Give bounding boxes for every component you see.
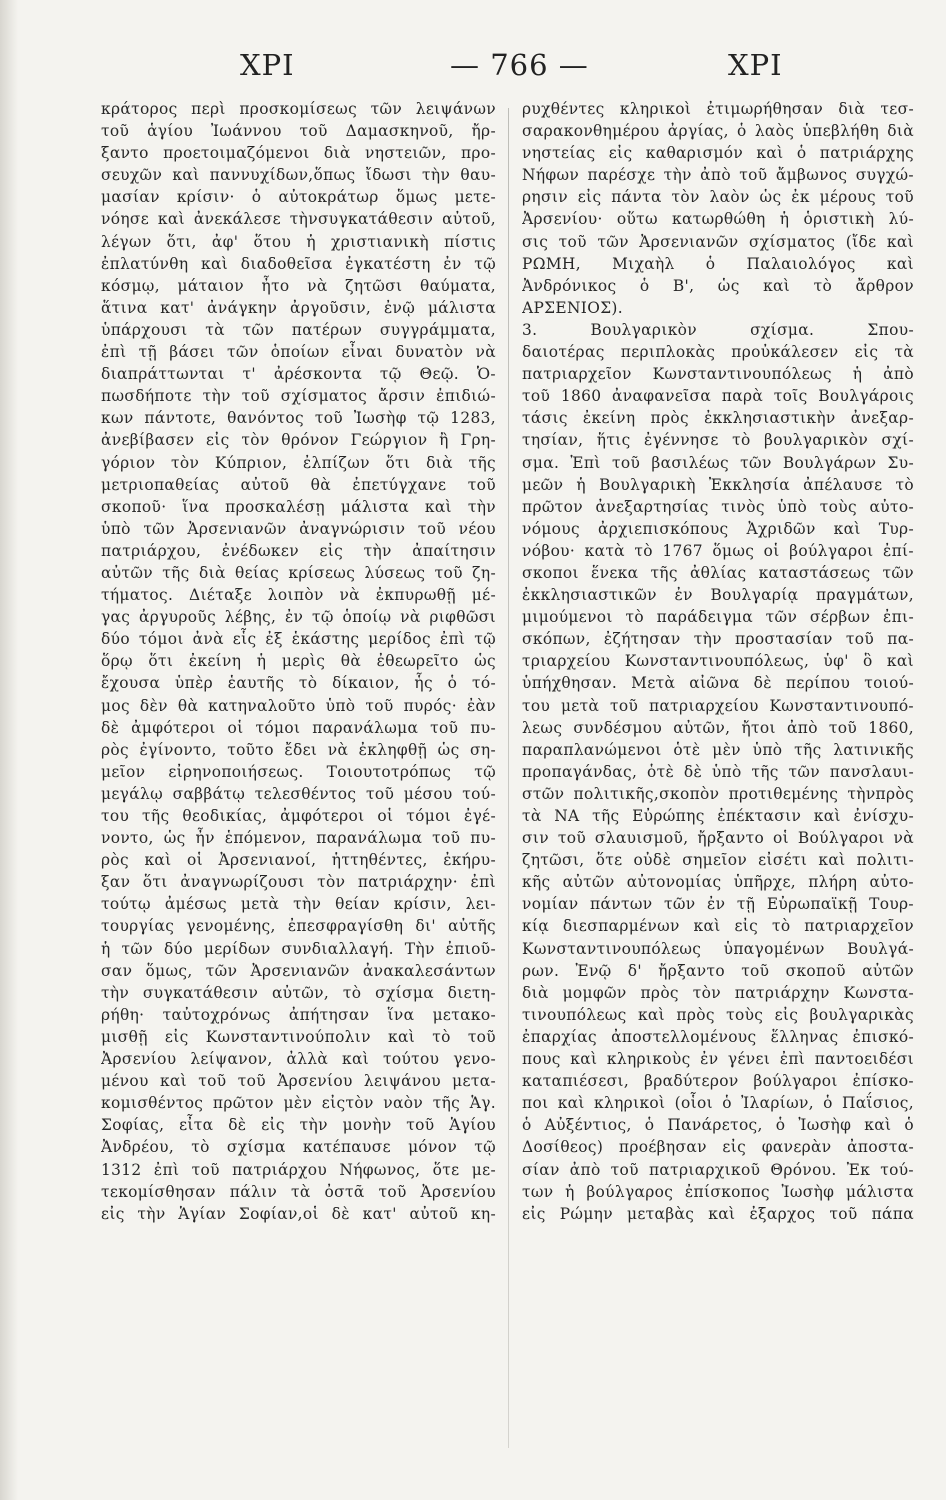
text-line: σαρακονθημέρου ἀργίας, ὁ λαὸς ὑπεβλήθη διὰ bbox=[522, 122, 914, 141]
text-line: του τῆς θεοδικίας, ἀμφότεροι οἱ τόμοι ἐγέ- bbox=[101, 807, 496, 825]
text-line: τησίαν, ἥτις ἐγέννησε τὸ βουλγαρικὸν σχί- bbox=[522, 431, 914, 450]
text-line: δύο τόμοι ἀνὰ εἷς ἐξ ἑκάστης μερίδος ἐπὶ τῷ bbox=[101, 630, 496, 649]
text-line: ποι καὶ κληρικοὶ (οἷοι ὁ Ἰλαρίων, ὁ Παΐσιος, bbox=[522, 1094, 914, 1113]
text-line: Δοσίθεος) προέβησαν εἰς φανερὰν ἀποστα- bbox=[522, 1138, 914, 1157]
text-line: ΑΡΣΕΝΙΟΣ). bbox=[522, 298, 624, 317]
text-line: νοντο, ὡς ἦν ἑπόμενον, παρανάλωμα τοῦ πυ- bbox=[101, 829, 496, 848]
text-line: νόμους ἀρχιεπισκόπους Ἀχριδῶν καὶ Τυρ- bbox=[522, 519, 914, 538]
text-line: ἐκκλησιαστικῶν ἐν Βουλγαρίᾳ πραγμάτων, bbox=[522, 586, 914, 605]
text-line: νηστείας εἰς καθαρισμόν καὶ ὁ πατριάρχης bbox=[522, 144, 914, 163]
text-line: προπαγάνδας, ὁτὲ δὲ ὑπὸ τῆς τῶν πανσλαυι- bbox=[522, 762, 914, 781]
text-line: τοῦ 1860 ἀναφανεῖσα παρὰ τοῖς Βουλγάροις bbox=[522, 387, 914, 406]
text-line: μος δὲν θὰ κατηναλοῦτο ὑπὸ τοῦ πυρός· ἐὰν bbox=[101, 696, 496, 715]
text-line: σκοποῦ· ἵνα προσκαλέσῃ μάλιστα καὶ τὴν bbox=[101, 497, 496, 516]
text-line: Ἀνδρέου, τὸ σχίσμα κατέπαυσε μόνον τῷ bbox=[101, 1138, 496, 1157]
text-line: τεκομίσθησαν πάλιν τὰ ὀστᾶ τοῦ Ἀρσενίου bbox=[101, 1182, 496, 1201]
column-divider bbox=[508, 108, 509, 1448]
text-line: τὴν συγκατάθεσιν αὐτῶν, τὸ σχίσμα διετη- bbox=[101, 983, 496, 1002]
text-line: ρήθη· ταὐτοχρόνως ἀπήτησαν ἵνα μετακο- bbox=[101, 1005, 496, 1024]
text-line: μιμούμενοι τὸ παράδειγμα τῶν σέρβων ἐπι- bbox=[522, 608, 914, 627]
text-line: ἐπὶ τῇ βάσει τῶν ὁποίων εἶναι δυνατὸν νὰ bbox=[101, 343, 496, 362]
text-line: 1312 ἐπὶ τοῦ πατριάρχου Νήφωνος, ὅτε με- bbox=[101, 1160, 496, 1179]
text-line: των ἡ βούλγαρος ἐπίσκοπος Ἰωσὴφ μάλιστα bbox=[522, 1182, 914, 1201]
text-line: Νήφων παρέσχε τὴν ἀπὸ τοῦ ἄμβωνος συγχώ- bbox=[522, 166, 914, 185]
text-line: ξαντο προετοιμαζόμενοι διὰ νηστειῶν, προ- bbox=[101, 144, 496, 163]
text-line: μισθῇ εἰς Κωνσταντινούπολιν καὶ τὸ τοῦ bbox=[101, 1027, 496, 1046]
text-line: ὑπὸ τῶν Ἀρσενιανῶν ἀναγνώρισιν τοῦ νέου bbox=[101, 519, 496, 538]
header-right-guideword: ΧΡΙ bbox=[728, 48, 783, 82]
text-line: γας ἀργυροῦς λέβης, ἐν τῷ ὁποίῳ νὰ ριφθῶσι bbox=[101, 608, 496, 627]
text-line: ρὸς ἐγίνοντο, τοῦτο ἔδει νὰ ἐκληφθῇ ὡς ση- bbox=[101, 740, 496, 759]
text-line: κῆς αὐτῶν αὐτονομίας ὑπῆρχε, πλήρη αὐτο- bbox=[522, 873, 914, 892]
text-line: εἰς Ρώμην μεταβὰς καὶ ἐξαρχος τοῦ πάπα bbox=[522, 1204, 914, 1223]
text-line: ἅτινα κατ' ἀνάγκην ἀργοῦσιν, ἐνῷ μάλιστα bbox=[101, 298, 496, 317]
text-line: πατριαρχεῖον Κωνσταντινουπόλεως ἡ ἀπὸ bbox=[522, 365, 914, 384]
text-line: σκόπων, ἐζήτησαν τὴν προστασίαν τοῦ πα- bbox=[522, 630, 914, 649]
text-line: τουργίας γενομένης, ἐπεσφραγίσθη δι' αὐτῆς bbox=[101, 917, 496, 936]
text-line: μετριοπαθείας αὐτοῦ θὰ ἐπετύγχανε τοῦ bbox=[101, 475, 496, 494]
text-line: σμα. Ἐπὶ τοῦ βασιλέως τῶν Βουλγάρων Συ- bbox=[522, 453, 914, 472]
header-left-guideword: ΧΡΙ bbox=[240, 48, 295, 82]
text-line: μεγάλῳ σαββάτῳ τελεσθέντος τοῦ μέσου τού- bbox=[101, 784, 496, 803]
text-line: ἐπλατύνθη καὶ διαδοθεῖσα ἐγκατέστη ἐν τῷ bbox=[101, 254, 496, 273]
text-line: τήματος. Διέταξε λοιπὸν νὰ ἐκπυρωθῇ μέ- bbox=[101, 586, 496, 605]
text-line: Κωνσταντινουπόλεως ὑπαγομένων Βουλγά- bbox=[522, 939, 914, 958]
text-line: πρῶτον ἀνεξαρτησίας τινὸς ὑπὸ τοὺς αὐτο- bbox=[522, 497, 914, 516]
text-line: διαπράττωνται τ' ἀρέσκοντα τῷ Θεῷ. Ὁ- bbox=[101, 365, 496, 384]
text-line: μεῶν ἡ Βουλγαρικὴ Ἐκκλησία ἀπέλαυσε τὸ bbox=[522, 475, 914, 494]
text-line: μένου καὶ τοῦ τοῦ Ἀρσενίου λειψάνου μετα- bbox=[101, 1072, 496, 1091]
text-line: στῶν πολιτικῆς,σκοπὸν προτιθεμένης τὴνπρὸς bbox=[522, 784, 914, 803]
text-line: σις τοῦ τῶν Ἀρσενιανῶν σχίσματος (ἴδε καὶ bbox=[522, 232, 914, 251]
text-line: δὲ ἀμφότεροι οἱ τόμοι παρανάλωμα τοῦ πυ- bbox=[101, 718, 496, 737]
text-line: πους καὶ κληρικοὺς ἐν γένει ἐπὶ παντοειδέσι bbox=[522, 1050, 914, 1069]
text-line: ρὸς καὶ οἱ Ἀρσενιανοί, ἡττηθέντες, ἐκήρυ- bbox=[101, 851, 496, 870]
text-line: ἐπαρχίας ἀποστελλομένους ἕλληνας ἐπισκό- bbox=[522, 1027, 914, 1046]
text-line: νόβου· κατὰ τὸ 1767 ὅμως οἱ βούλγαροι ἐπί- bbox=[522, 541, 914, 560]
text-line: σιν τοῦ σλαυισμοῦ, ἤρξαντο οἱ Βούλγαροι νὰ bbox=[522, 829, 914, 848]
text-line: αὐτῶν τῆς διὰ θείας κρίσεως λύσεως τοῦ ζη- bbox=[101, 563, 496, 582]
text-line: διὰ μομφῶν πρὸς τὸν πατριάρχην Κωνστα- bbox=[522, 983, 914, 1002]
text-line: κόσμῳ, μάταιον ἦτο νὰ ζητῶσι θαύματα, bbox=[101, 276, 496, 295]
text-line: τούτῳ ἀμέσως μετὰ τὴν θείαν κρίσιν, λει- bbox=[101, 895, 496, 914]
text-line: κίᾳ διεσπαρμένων καὶ εἰς τὸ πατριαρχεῖον bbox=[522, 917, 914, 936]
text-line: ὅρῳ ὅτι ἐκείνη ἡ μερὶς θὰ ἐθεωρεῖτο ὡς bbox=[101, 652, 496, 671]
text-line: ἡ τῶν δύο μερίδων συνδιαλλαγή. Τὴν ἐπιοῦ- bbox=[101, 939, 496, 958]
text-line: ὑπάρχουσι τὰ τῶν πατέρων συγγράμματα, bbox=[101, 320, 496, 339]
text-line: τάσις ἐκείνη πρὸς ἐκκλησιαστικὴν ἀνεξαρ- bbox=[522, 409, 914, 428]
text-line: Ἀρσενίου λείψανον, ἀλλὰ καὶ τούτου γενο- bbox=[101, 1050, 496, 1069]
page-number: — 766 — bbox=[450, 48, 589, 82]
text-line: ὁ Αὐξέντιος, ὁ Πανάρετος, ὁ Ἰωσὴφ καὶ ὁ bbox=[522, 1116, 914, 1135]
text-line: τινουπόλεως καὶ πρὸς τοὺς εἰς βουλγαρικὰς bbox=[522, 1005, 914, 1024]
text-line: μασίαν κρίσιν· ὁ αὐτοκράτωρ ὅμως μετε- bbox=[101, 188, 496, 207]
text-line: σευχῶν καὶ παννυχίδων,ὅπως ἴδωσι τὴν θαυ- bbox=[101, 166, 496, 185]
text-line: κομισθέντος πρῶτον μὲν εἰςτὸν ναὸν τῆς Ἁγ. bbox=[101, 1094, 496, 1113]
text-line: 3. Βουλγαρικὸν σχίσμα. Σπου- bbox=[522, 320, 914, 339]
text-line: κων πάντοτε, θανόντος τοῦ Ἰωσὴφ τῷ 1283, bbox=[101, 409, 496, 428]
text-line: ζητῶσι, ὅτε οὐδὲ σημεῖον εἰσέτι καὶ πολιτι- bbox=[522, 851, 914, 870]
text-line: ΡΩΜΗ, Μιχαὴλ ὁ Παλαιολόγος καὶ bbox=[522, 254, 914, 273]
right-text-column bbox=[522, 98, 914, 1225]
text-line: γόριον τὸν Κύπριον, ἐλπίζων ὅτι διὰ τῆς bbox=[101, 453, 496, 472]
text-line: εἰς τὴν Ἁγίαν Σοφίαν,οἱ δὲ κατ' αὐτοῦ κη- bbox=[101, 1204, 496, 1223]
text-line: ξαν ὅτι ἀναγνωρίζουσι τὸν πατριάρχην· ἐπὶ bbox=[101, 873, 496, 892]
text-line: ὑπήχθησαν. Μετὰ αἰῶνα δὲ περίπου τοιού- bbox=[522, 674, 914, 693]
page-edge-shadow bbox=[0, 0, 18, 1500]
text-line: του μετὰ τοῦ πατριαρχείου Κωνσταντινουπό- bbox=[522, 696, 914, 715]
text-line: τὰ ΝΑ τῆς Εὐρώπης ἐπέκτασιν καὶ ἐνίσχυ- bbox=[522, 807, 914, 825]
text-line: ἀνεβίβασεν εἰς τὸν θρόνον Γεώργιον ἢ Γρη- bbox=[101, 431, 496, 450]
text-line: πωσδήποτε τὴν τοῦ σχίσματος ἄρσιν ἐπιδιώ- bbox=[101, 387, 496, 406]
left-text-column bbox=[101, 98, 496, 1225]
text-line: ἔχουσα ὑπὲρ ἑαυτῆς τὸ δίκαιον, ἧς ὁ τό- bbox=[101, 674, 496, 693]
text-line: τριαρχείου Κωνσταντινουπόλεως, ὑφ' ὃ καὶ bbox=[522, 652, 914, 671]
text-line: ρησιν εἰς πάντα τὸν λαὸν ὡς ἐκ μέρους τοῦ bbox=[522, 188, 914, 207]
text-line: νόησε καὶ ἀνεκάλεσε τὴνσυγκατάθεσιν αὐτοῦ, bbox=[101, 210, 496, 229]
text-line: λέγων ὅτι, ἀφ' ὅτου ἡ χριστιανικὴ πίστις bbox=[101, 232, 496, 251]
text-line: σίαν ἀπὸ τοῦ πατριαρχικοῦ Θρόνου. Ἐκ τού- bbox=[522, 1160, 914, 1179]
text-line: νομίαν πάντων τῶν ἐν τῇ Εὐρωπαϊκῇ Τουρ- bbox=[522, 895, 914, 914]
text-line: Ἀρσενίου· οὕτω κατωρθώθη ἡ ὁριστικὴ λύ- bbox=[522, 210, 914, 229]
text-line: καταπιέσεσι, βραδύτερον βούλγαροι ἐπίσκο- bbox=[522, 1072, 914, 1091]
text-line: σκοποι ἕνεκα τῆς ἀθλίας καταστάσεως τῶν bbox=[522, 563, 914, 582]
text-line: παραπλανώμενοι ὁτὲ μὲν ὑπὸ τῆς λατινικῆς bbox=[522, 740, 914, 759]
text-line: τοῦ ἁγίου Ἰωάννου τοῦ Δαμασκηνοῦ, ἤρ- bbox=[101, 122, 496, 141]
text-line: Σοφίας, εἶτα δὲ εἰς τὴν μονὴν τοῦ Ἁγίου bbox=[101, 1116, 496, 1135]
text-line: σαν ὅμως, τῶν Ἀρσενιανῶν ἀνακαλεσάντων bbox=[101, 961, 496, 980]
text-line: κράτορος περὶ προσκομίσεως τῶν λειψάνων bbox=[101, 100, 496, 118]
running-header bbox=[0, 48, 946, 88]
text-line: δαιοτέρας περιπλοκὰς προὐκάλεσεν εἰς τὰ bbox=[522, 343, 914, 362]
text-line: λεως συνδέσμου αὐτῶν, ἤτοι ἀπὸ τοῦ 1860, bbox=[522, 718, 914, 737]
text-line: ρυχθέντες κληρικοὶ ἐτιμωρήθησαν διὰ τεσ- bbox=[522, 100, 914, 118]
text-line: Ἀνδρόνικος ὁ Β', ὡς καὶ τὸ ἄρθρον bbox=[522, 276, 914, 295]
text-line: πατριάρχου, ἐνέδωκεν εἰς τὴν ἀπαίτησιν bbox=[101, 541, 496, 560]
text-line: μεῖον εἰρηνοποιήσεως. Τοιουτοτρόπως τῷ bbox=[101, 762, 496, 781]
text-line: ρων. Ἐνῷ δ' ἤρξαντο τοῦ σκοποῦ αὐτῶν bbox=[522, 961, 914, 980]
